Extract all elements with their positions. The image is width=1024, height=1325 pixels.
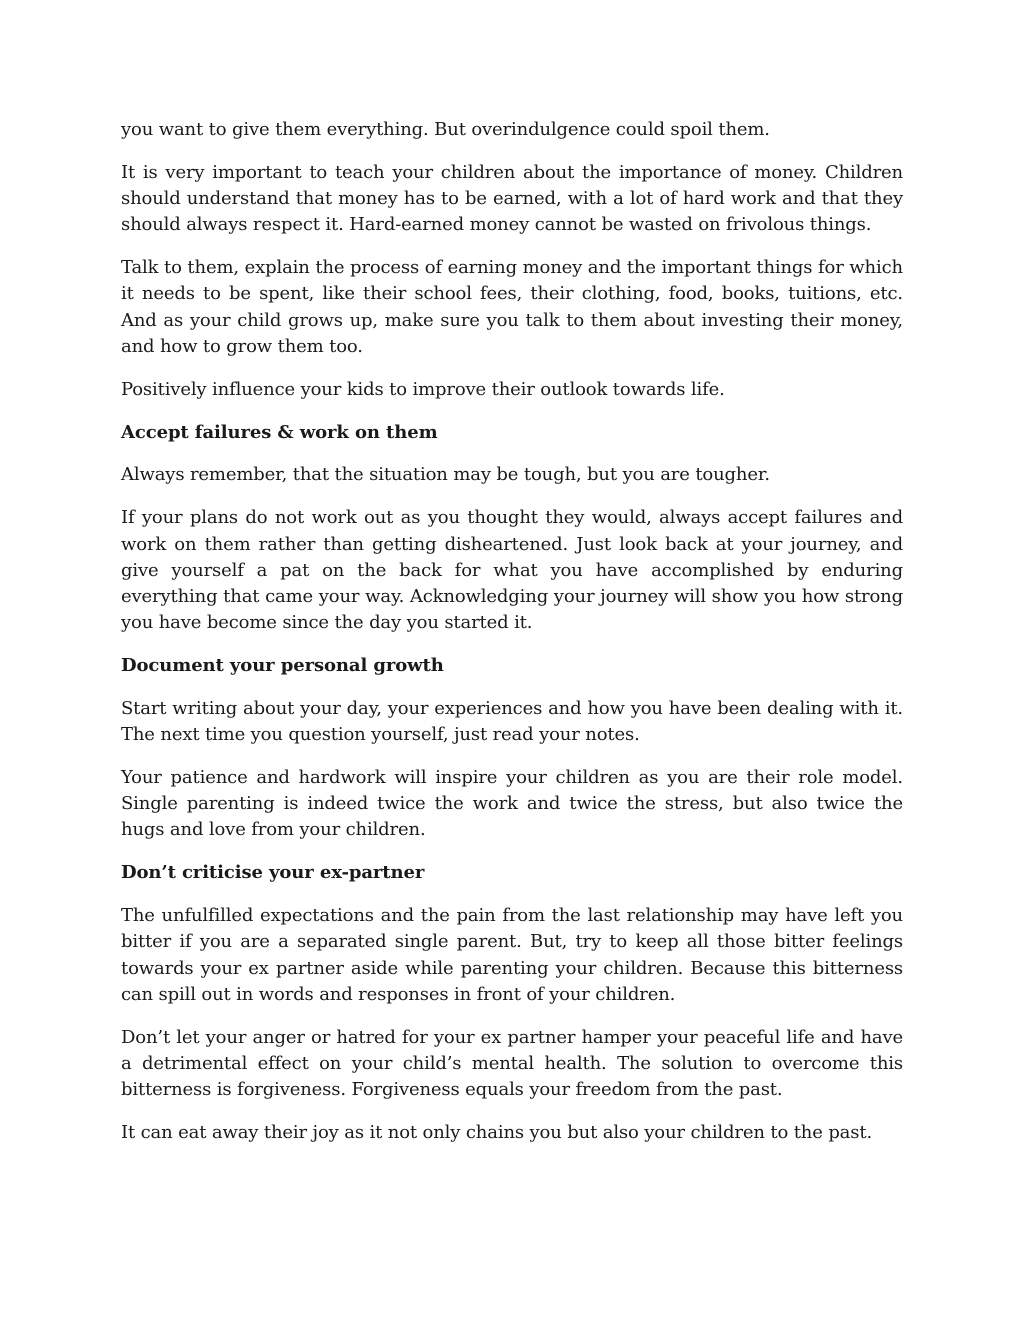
paragraph-importance-of-money: It is very important to teach your children about the importance of money. Children should understand that money has to be earned, with a lot of hard work and that they should always respect it. Hard-earned money cannot be wasted on frivolous things. xyxy=(121,161,903,236)
paragraph-unfulfilled-expectations: The unfulfilled expectations and the pain from the last relationship may have left you bitter if you are a separated single parent. But, try to keep all those bitter feelings towards your ex partner aside while parenting your children. Because this bitterness can spill out in words and responses in front of your children. xyxy=(121,905,903,1005)
heading-document-growth: Document your personal growth xyxy=(121,655,444,677)
heading-accept-failures: Accept failures & work on them xyxy=(121,421,438,443)
paragraph-start-writing: Start writing about your day, your experiences and how you have been dealing with it. The next time you question yourself, just read your notes. xyxy=(121,697,903,746)
paragraph-overindulgence: you want to give them everything. But overindulgence could spoil them. xyxy=(121,119,770,140)
heading-dont-criticise: Don’t criticise your ex-partner xyxy=(121,862,425,884)
paragraph-your-patience: Your patience and hardwork will inspire your children as you are their role model. Single parenting is indeed twice the work and twice the stress, but also twice the hugs and love from your children. xyxy=(121,767,903,841)
paragraph-always-remember: Always remember, that the situation may be tough, but you are tougher. xyxy=(121,464,770,486)
paragraph-talk-to-them: Talk to them, explain the process of earning money and the important things for which it needs to be spent, like their school fees, their clothing, food, books, tuitions, etc. And as your child grows up, make sure you talk to them about investing their money, and how to grow them too. xyxy=(121,257,903,357)
paragraph-eat-away-joy: It can eat away their joy as it not only chains you but also your children to the past. xyxy=(121,1122,873,1144)
paragraph-if-your-plans: If your plans do not work out as you thought they would, always accept failures and work on them rather than getting disheartened. Just look back at your journey, and give yourself a pat on the back for what you have accomplished by enduring everything that came your way. Acknowledging your journey will show you how strong you have become since the day you started it. xyxy=(121,507,903,634)
paragraph-dont-let-anger: Don’t let your anger or hatred for your ex partner hamper your peaceful life and have a detrimental effect on your child’s mental health. The solution to overcome this bitterness is forgiveness. Forgiveness equals your freedom from the past. xyxy=(121,1026,903,1101)
document-page xyxy=(121,117,903,1163)
paragraph-positively-influence: Positively influence your kids to improve their outlook towards life. xyxy=(121,378,725,400)
